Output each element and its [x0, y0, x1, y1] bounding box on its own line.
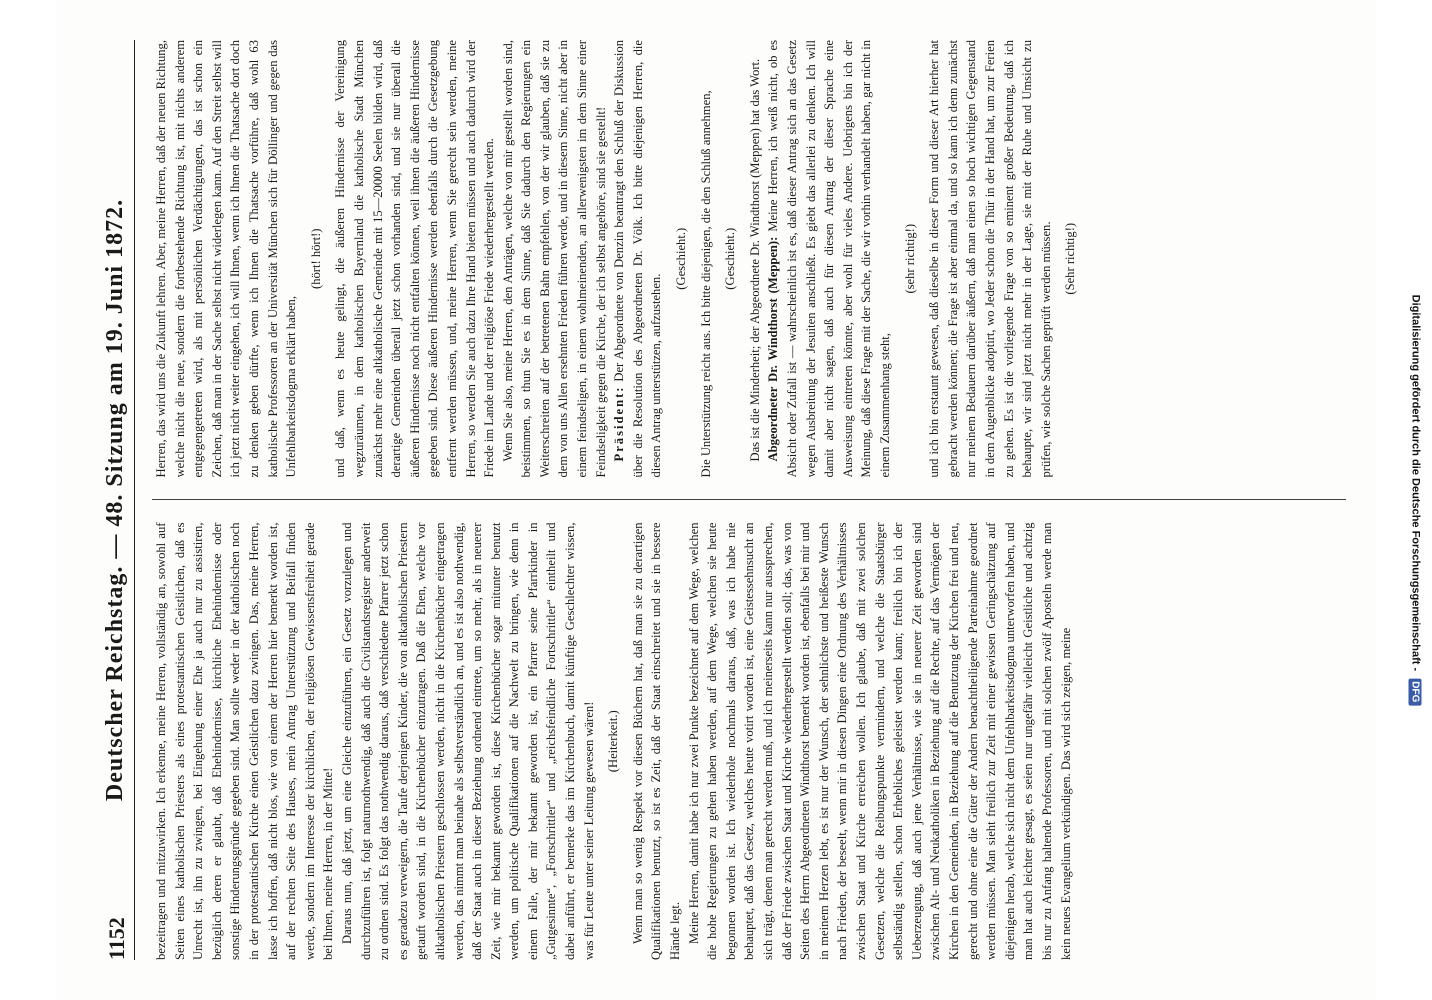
dfg-logo: DFG	[1409, 678, 1422, 705]
closing-paragraph: und ich bin erstaunt gewesen, daß dieselbe in dieser Form und dieser Art hierher hat gebracht werden können; die Frage ist aber einmal da, und so kann ich denn zunächst nur meinem Bedauern darüber äußern, daß man einen so hoch wichtigen Gegenstand in dem Augenblicke adoptirt, wo Jeder schon die Thür in der Hand hat, um zur Ferien zu gehen. Es ist die vorliegende Frage von so eminent großer Bedeutung, daß ich behaupte, wir sind jetzt nicht mehr in der Lage, sie mit der Ruhe und Umsicht zu prüfen, wie solche Sachen geprüft werden müssen.	[927, 40, 1053, 478]
scanned-page	[56, 0, 1376, 1000]
page-header	[100, 40, 135, 960]
reaction-geschieht-1: (Geschieht.)	[674, 227, 689, 290]
president-speaker: Präsident:	[612, 385, 627, 462]
right-column	[152, 40, 1346, 478]
page-number: 1152	[104, 917, 129, 960]
stamp-text: Digitalisierung gefördert durch die Deutsche Forschungsgemeinschaft -	[1409, 294, 1422, 672]
dfg-stamp	[1404, 6, 1426, 994]
reaction-sehr-richtig-1: (sehr richtig!)	[902, 223, 917, 294]
reaction-hort: (hört! hört!)	[308, 228, 323, 289]
left-paragraph-1: bezeitragen und mitzuwirken. Ich erkenne, meine Herren, vollständig an, sowohl auf Seiten eines katholischen Priesters als eines protestantischen Geistlichen, daß es Unrecht ist, ihn zu zwingen, bei Eingehung einer Ehe ja auch nur zu assistiren, bezüglich deren er glaubt, daß Ehehindernisse, kirchliche Ehehindernisse oder sonstige Hinderungsgründe gegeben sind. Man sollte weder in der katholischen noch in der protestantischen Kirche einen Geistlichen dazu zwingen. Das, meine Herren, lasse ich hoffen, daß nicht blos, wie von einem der Herren hier bemerkt worden ist, auf der rechten Seite des Hauses, mein Antrag Unterstützung und Beifall finden werde, sondern im Interesse der kirchlichen, der religiösen Gewissensfreiheit gerade bei Ihnen, meine Herren, in der Mitte!	[154, 522, 336, 960]
windthorst-speaker: Abgeordneter Dr. Windthorst (Meppen):	[766, 236, 781, 462]
left-paragraph-4: Meine Herren, damit habe ich nur zwei Punkte bezeichnet auf dem Wege, welchen die hohe Regierungen zu gehen haben werden, auf dem Wege, welchen sie heute begonnen worden ist. Ich wiederhole nochmals daraus, daß, was ich habe nie behauptet, daß das Gesetz, welches heute votirt worden ist, eine Geistessehnsucht an sich trägt, denen man gerecht werden muß, und ich meinerseits kann nur aussprechen, daß der Friede zwischen Staat und Kirche wiederhergestellt werden soll; das, was von Seiten des Herrn Abgeordneten Windthorst bemerkt worden ist, ebenfalls bei mir und in meinem Herzen lebt, es ist nur der Wunsch, der sehnlichste und heißeste Wunsch nach Frieden, der beseelt, wenn mir in diesen Dingen eine Ordnung des Verhältnisses zwischen Staat und Kirche erreichen wollen. Ich glaube, daß mit zwei solchen Gesetzen, welche die Reibungspunkte vermindern, und welche die Staatsbürger selbständig stellen, schon Erhebliches geleistet werden kann; freilich bin ich der Ueberzeugung, daß auch jene Verhältnisse, wie sie in neuerer Zeit geworden sind zwischen Alt- und Neukatholiken in Beziehung auf die Rechte, auf das Vermögen der Kirchen in den Gemeinden, in Beziehung auf die Benutzung der Kirchen frei und neu, gerecht und ohne eine die Güter der Andern benachtheiligende Parteinahme geordnet werden müssen. Man sieht freilich zur Zeit mit einer gewissen Geringschätzung auf diejenigen herab, welche sich nicht dem Unfehlbarkeitsdogma unterworfen haben, und man hat auch leichter gesagt, es seien nur ungefähr vielleicht Geistliche und achtzig bis nur zu Anfang haltende Professoren, und mit solchen zwölf Aposteln werde man kein neues Evangelium verkündigen. Das wird sich zeigen, meine	[686, 522, 1073, 960]
windthorst-statement	[764, 40, 894, 478]
text-columns	[152, 40, 1346, 960]
president-text: Der Abgeordnete von Denzin beantragt den Schluß der Diskussion über die Resolution des Abgeordneten Dr. Völk. Ich bitte diejenigen Herren, die diesen Antrag unterstützen, aufzustehen.	[612, 40, 664, 478]
minderheit-statement: Das ist die Minderheit; der Abgeordnete Dr. Windthorst (Meppen) hat das Wort.	[747, 58, 762, 462]
right-paragraph-2: und daß, wenn es heute gelingt, die äußeren Hindernisse der Vereinigung wegzuräumen, in dem katholischen Bayernland die katholische Stadt München zunächst mehr eine altkatholische Gemeinde mit 15—20000 Seelen bilden wird, daß derartige Gemeinden überall jetzt schon vorhanden sind, und sie nur überall die äußeren Hindernisse noch nicht entfalten können, weil ihnen die äußeren Hindernisse gegeben sind. Diese äußeren Hindernisse werden ebenfalls durch die Gesetzgebung entfernt werden müssen, und, meine Herren, wenn Sie gerecht sein werden, meine Herren, so werden Sie auch dazu Ihre Hand bieten müssen und auch dadurch wird der Friede im Lande und der religiöse Friede wiederhergestellt werden.	[333, 40, 497, 478]
reaction-geschieht-2: (Geschieht.)	[723, 227, 738, 290]
reaction-sehr-richtig-2: (Sehr richtig!)	[1063, 222, 1078, 295]
left-paragraph-2: Daraus nun, daß jetzt, um eine Gleiche einzuführen, ein Gesetz vorzulegen und durchzuführen ist, folgt naturnothwendig, daß auch die Civilstandsregister anderweit zu ordnen sind. Es folgt das nothwendig daraus, daß verschiedene Pfarrer jetzt schon es geradezu verweigern, die Taufe derjenigen Kinder, die von altkatholischen Priestern getauft worden sind, in die Kirchenbücher einzutragen. Daß die Ehen, welche vor altkatholischen Priestern geschlossen werden, nicht in die Kirchenbücher eingetragen werden, das nimmt man beinahe als selbstverständlich an, und es ist also nothwendig, daß der Staat auch in dieser Beziehung ordnend eintrete, um so mehr, als in neuerer Zeit, wie mir bekannt geworden ist, diese Kirchenbücher sogar mitunter benutzt werden, um politische Qualifikationen auf die Nachwelt zu bringen, wie denn in einem Falle, der mir bekannt geworden ist, ein Pfarrer seine Pfarrkinder in „Gutgesinnte“, „Fortschrittler“ und „reichsfeindliche Fortschrittler“ eintheilt und dabei anführt, er bemerke das im Kirchenbuch, damit künftige Geschlechter wissen, was für Leute unter seiner Leitung gewesen wären!	[339, 522, 596, 960]
column-divider	[152, 500, 1346, 501]
windthorst-text: Meine Herren, ich weiß nicht, ob es Absicht oder Zufall ist — wahrscheinlich ist es, daß dieser Antrag sich an das Gesetz wegen Ausbreitung der Jesuiten anschließt. Es giebt das allerlei zu denken. Ich will damit aber nicht sagen, daß auch für diesen Antrag der dieser Sprache eine Ausweisung eintreten könnte, aber wohl für vieles Andere. Uebrigens bin ich der Meinung, daß diese Frage mit der Sache, die wir vorhin verhandelt haben, gar nicht in einem Zusammenhang steht,	[766, 40, 892, 478]
president-statement	[610, 40, 666, 478]
running-head: Deutscher Reichstag. — 48. Sitzung am 19. Juni 1872.	[102, 198, 128, 802]
right-paragraph-1: Herren, das wird uns die Zukunft lehren. Aber, meine Herren, daß der neuen Richtung, welche nicht die neue, sondern die fortbestehende Richtung ist, mit nichts anderem entgegengetreten wird, als mit persönlichen Verdächtigungen, das ist schon ein Zeichen, daß man in der Sache selbst nicht widerlegen kann. Auf den Streit selbst will ich jetzt nicht weiter eingehen, ich will Ihnen, wenn ich Ihnen die Thatsache dort doch zu denken geben dürfte, wenn ich Ihnen die Thatsache vorführe, daß wohl 63 katholische Professoren an der Universität München sich für Döllinger und gegen das Unfehlbarkeitsdogma erklärt haben,	[154, 40, 299, 478]
left-paragraph-3: Wenn man so wenig Respekt vor diesen Büchern hat, daß man sie zu derartigen Qualifikationen benutzt, so ist es Zeit, daß der Staat einschreitet und sie in bessere Hände legt.	[630, 522, 683, 960]
reaction-heiterkeit: (Heiterkeit.)	[606, 710, 621, 773]
right-paragraph-3: Wenn Sie also, meine Herren, den Anträgen, welche von mir gestellt worden sind, beistimmen, so thun Sie es in dem Sinne, daß Sie dadurch den Regierungen ein Weiterschreiten auf der betretenen Bahn empfehlen, von der wir glauben, daß sie zu dem von uns Allen ersehnten Frieden führen werde, und in diesem Sinne, nicht aber in einem feindseligen, in einem wohlmeinenden, an allerwenigsten im dem Sinne einer Feindseligkeit gegen die Kirche, der ich selbst angehöre, sind sie gestellt!	[500, 40, 608, 478]
left-column	[152, 523, 1346, 961]
schluss-statement: Die Unterstützung reicht aus. Ich bitte diejenigen, die den Schluß annehmen,	[698, 90, 713, 478]
